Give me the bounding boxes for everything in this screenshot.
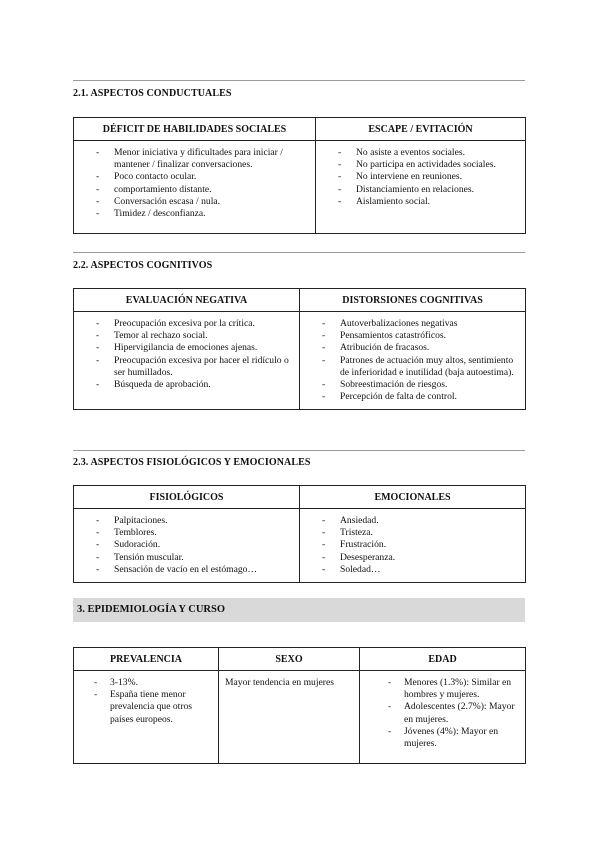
section-title-cognitivos: 2.2. ASPECTOS COGNITIVOS — [73, 260, 213, 271]
list-item: - Aislamiento social. — [322, 196, 519, 208]
list-item: - Tensión muscular. — [80, 552, 293, 564]
list-item: - Temor al rechazo social. — [80, 330, 293, 342]
list-item: - Menor iniciativa y dificultades para iniciar / mantener / finalizar conversaciones. — [80, 147, 309, 171]
divider-22 — [73, 252, 525, 253]
list-item: - Distanciamiento en relaciones. — [322, 184, 519, 196]
list-item: - Percepción de falta de control. — [306, 391, 519, 403]
header-sexo: SEXO — [219, 648, 360, 671]
divider-21 — [73, 80, 525, 81]
list-item: - Sensación de vacío en el estómago… — [80, 564, 293, 576]
list-deficit — [80, 147, 309, 220]
cell-escape-list — [316, 141, 526, 234]
header-prevalencia: PREVALENCIA — [74, 648, 219, 671]
list-item: - Hipervigilancia de emociones ajenas. — [80, 342, 293, 354]
list-item: - No interviene en reuniones. — [322, 171, 519, 183]
cell-prevalencia-list — [74, 671, 219, 764]
list-item: - Patrones de actuación muy altos, sentimiento de inferioridad e inutilidad (baja autoestima). — [306, 355, 519, 379]
cell-fisiologicos-list — [74, 509, 300, 583]
list-item: - Adolescentes (2.7%): Mayor en mujeres. — [366, 701, 519, 725]
list-item: - Palpitaciones. — [80, 515, 293, 527]
list-item: - Temblores. — [80, 527, 293, 539]
list-item: - Pensamientos catastróficos. — [306, 330, 519, 342]
list-emocionales — [306, 515, 519, 576]
header-fisiologicos: FISIOLÓGICOS — [74, 486, 300, 509]
list-prevalencia — [80, 677, 212, 726]
table-cognitivos — [73, 288, 526, 410]
list-item: - Ansiedad. — [306, 515, 519, 527]
section-title-epidemiologia: 3. EPIDEMIOLOGÍA Y CURSO — [73, 598, 525, 622]
list-item: - No participa en actividades sociales. — [322, 159, 519, 171]
table-fisiologicos-emocionales — [73, 485, 526, 583]
list-item: - No asiste a eventos sociales. — [322, 147, 519, 159]
list-item: - Poco contacto ocular. — [80, 171, 309, 183]
list-item: - Tristeza. — [306, 527, 519, 539]
sexo-text: Mayor tendencia en mujeres — [225, 677, 334, 688]
list-item: - Preocupación excesiva por hacer el ridículo o ser humillados. — [80, 355, 293, 379]
list-item: - Conversación escasa / nula. — [80, 196, 309, 208]
list-item: - comportamiento distante. — [80, 184, 309, 196]
table-epidemiologia — [73, 647, 526, 764]
list-escape — [322, 147, 519, 208]
list-item: - Soledad… — [306, 564, 519, 576]
list-item: - 3-13%. — [80, 677, 212, 689]
list-item: - Atribución de fracasos. — [306, 342, 519, 354]
list-distorsiones — [306, 318, 519, 403]
list-item: - Búsqueda de aprobación. — [80, 379, 293, 391]
header-deficit-habilidades: DÉFICIT DE HABILIDADES SOCIALES — [74, 118, 316, 141]
list-item: - Timidez / desconfianza. — [80, 208, 309, 220]
header-emocionales: EMOCIONALES — [300, 486, 526, 509]
list-item: - Sudoración. — [80, 539, 293, 551]
list-item: - Desesperanza. — [306, 552, 519, 564]
list-item: - Sobreestimación de riesgos. — [306, 379, 519, 391]
list-evaluacion — [80, 318, 293, 391]
cell-emocionales-list — [300, 509, 526, 583]
list-item: - España tiene menor prevalencia que otros países europeos. — [80, 689, 212, 726]
list-item: - Jóvenes (4%): Mayor en mujeres. — [366, 726, 519, 750]
cell-evaluacion-list — [74, 312, 300, 410]
header-edad: EDAD — [360, 648, 526, 671]
section-title-fisiologicos-emocionales: 2.3. ASPECTOS FISIOLÓGICOS Y EMOCIONALES — [73, 457, 311, 468]
section-title-conductuales: 2.1. ASPECTOS CONDUCTUALES — [73, 88, 232, 99]
cell-edad-list — [360, 671, 526, 764]
list-item: - Menores (1.3%): Similar en hombres y mujeres. — [366, 677, 519, 701]
list-edad — [366, 677, 519, 750]
cell-distorsiones-list — [300, 312, 526, 410]
cell-sexo — [219, 671, 360, 764]
cell-deficit-list — [74, 141, 316, 234]
list-fisiologicos — [80, 515, 293, 576]
list-item: - Preocupación excesiva por la crítica. — [80, 318, 293, 330]
list-item: - Autoverbalizaciones negativas — [306, 318, 519, 330]
list-item: - Frustración. — [306, 539, 519, 551]
header-evaluacion-negativa: EVALUACIÓN NEGATIVA — [74, 289, 300, 312]
divider-23 — [73, 450, 525, 451]
header-distorsiones-cognitivas: DISTORSIONES COGNITIVAS — [300, 289, 526, 312]
table-conductuales — [73, 117, 526, 234]
header-escape-evitacion: ESCAPE / EVITACIÓN — [316, 118, 526, 141]
